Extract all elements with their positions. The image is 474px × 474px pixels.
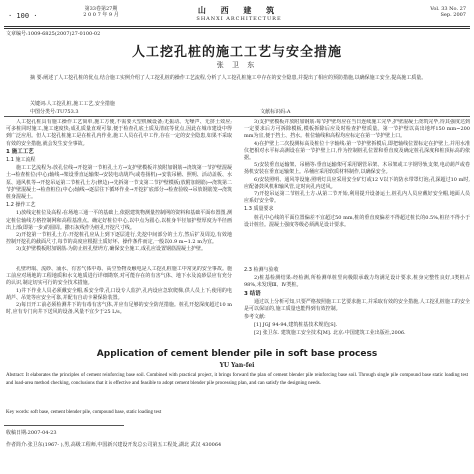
journal-date-cn: 2 0 0 7 年 9 月: [83, 12, 119, 18]
journal-date-en: Sep. 2007: [440, 12, 466, 18]
keywords-cn: 关键词:人工挖孔桩,施工工艺,安全措施: [30, 101, 115, 107]
paragraph: 通过以上分析可知,只要严格按照施工工艺要求施工,并采取有效的安全措施,人工挖孔桩施工的安全是可以保证的,施工质量也能得到有效控制。: [244, 298, 470, 313]
header-rule-thin: [4, 28, 470, 29]
english-abstract: Abstract: It elaborates the principles of cement reinforcing base soil. Combined with practical project, it brings forward the plan of cement blender pile reinforcing base soil. Through single pile compound base static loading test and load-area method checking, conclusions that it is effective and feasible to adopt cement blender pile processing plan, and can satisfy the designing needs.: [6, 373, 468, 386]
paragraph: 4)在护壁上二次投测标高及桩位十字轴线:第一节护壁拆模后,即把轴线位置标定在护壁上,并用水准仪把相对水平标高测设在第一节护壁上口,作为控制桩孔位置和垂直度及确定桩孔深度和桩顶标高的依据。: [244, 140, 470, 162]
journal-name-en: SHANXI ARCHITECTURE: [196, 16, 282, 22]
paragraph: 6)安装照明、通风等设施:照明灯具应采用安全矿灯或12 V以下的防水带罩灯泡;孔深超过10 m时,应配备鼓风机和输风管,定时向孔内送风。: [244, 176, 470, 190]
section-heading: 1 施工工艺: [6, 148, 34, 155]
section-heading: 1.2 操作工艺: [6, 202, 36, 209]
journal-name: [194, 5, 284, 22]
paragraph: 5)安装垂直运输架、吊桶等:垂直运输架可采用钢管吊架、木吊架或工字钢导轨支架,电动葫芦或卷扬机安装在垂直运输架上。吊桶应采用软质材料制作,以确保安全。: [244, 162, 470, 176]
body-column-left: [6, 119, 232, 262]
cn-class-code: 中图分类号:TU753.3: [30, 109, 79, 115]
body-column-right-lower: [244, 266, 470, 344]
paragraph: 3)支护壁模板并放附加钢筋:每节护壁均应在当日连续施工完毕,护壁混凝土浇筑完毕,待其强度达到一定要求后方可拆除模板,模板拆除后应及时检查护壁质量。第一节护壁以高出地坪150 mm~200 mm为宜,便于挡土、挡水。桩位轴线和高程均应标定在第一节护壁上口。: [244, 119, 470, 140]
english-keywords: Key words: soft base, cement blender pile, compound base, static loading test: [6, 410, 162, 415]
journal-volume-en: Vol. 33 No. 27: [430, 6, 466, 12]
english-author: YU Yan-fei: [219, 362, 255, 369]
english-title: Application of cement blender pile in soft base process: [96, 349, 378, 359]
document-code: 文献标识码:A: [260, 109, 291, 115]
paragraph: 2)桩基检测结果:经检测,所检测单桩竖向极限承载力均满足设计要求,桩身完整性良好,Ⅰ类桩占98%,未发现Ⅲ、Ⅳ类桩。: [244, 275, 470, 289]
paragraph: [1] JGJ 94-94,建筑桩基技术规范[S].: [254, 322, 338, 329]
journal-page: [4, 4, 470, 470]
classification: [30, 108, 450, 115]
body-column-left-lower: [6, 266, 232, 344]
abstract-cn: 摘 要:阐述了人工挖孔桩的优点,结合施工实例介绍了人工挖孔桩的操作工艺流程,分析了人工挖孔桩施工中存在的安全隐患,并提出了相应的预防措施,以确保施工安全,提高施工质量。: [30, 75, 427, 81]
article-author: 张 卫 东: [216, 61, 258, 69]
section-heading: 2.3 检测与验收: [244, 267, 279, 273]
paragraph: 2)每日开工前必须检测井下的有毒有害气体,并应有足够的安全防范措施。桩孔开挖深度超过10 m时,应有专门向井下送风的设备,风量不宜少于25 L/s。: [6, 302, 232, 316]
paragraph: 施工工艺流程为:放孔位线→开挖第一节桩孔土方→支护壁模板并放附加钢筋→浇筑第一节护壁混凝土→检查桩位(中心)轴线→架设垂直运输架→安装电动葫芦(或卷扬机)→安装吊桶、照明、活动盖板、水泵、通风机等→开挖吊运第二节桩孔土方(修边)→先拆第一节支第二节护壁模板(放附加钢筋)→浇筑第二节护壁混凝土→检查桩位(中心)轴线→逐层往下循环作业→开挖扩底部分→检查验收→吊放钢筋笼→浇筑桩身混凝土。: [6, 165, 232, 201]
journal-issue-cn: [66, 6, 136, 18]
body-column-right: [244, 119, 470, 262]
paragraph: 孔壁坍塌、流砂、涌水、有害气体中毒、高空坠物及触电是人工挖孔桩施工中常见的安全事故。施工前应对场地的工程地质和水文地质进行详细勘察,对可能存在的有害气体、地下水及流砂层应有充分的认识,制定切实可行的安全技术措施。: [6, 266, 232, 287]
header-rule: [4, 26, 470, 27]
article-title: 人工挖孔桩的施工工艺与安全措施: [131, 45, 342, 60]
abstract-rule: [4, 116, 470, 117]
author-bio: 作者简介:张卫东(1967- ),男,高级工程师,中国新兴建设开发总公司第五工程处,湖北 武汉 430064: [6, 442, 222, 448]
article-number: 文章编号:1009-6825(2007)27-0100-02: [6, 31, 101, 37]
paragraph: 桩孔中心线的平面位置偏差不宜超过50 mm,桩的垂直度偏差不得超过桩长的0.5%,桩径不得小于设计桩径。混凝土强度等级必须满足设计要求。: [244, 214, 470, 228]
footnote-rule: [4, 425, 124, 426]
section-heading: 3 结语: [244, 290, 261, 297]
page-number: · 100 ·: [8, 12, 38, 20]
running-header: [4, 4, 470, 28]
section-heading: 参考文献:: [244, 314, 266, 321]
paragraph: 人工挖孔桩具有施工操作工艺简单,施工方便,不需要大型机械设备;无振动、无噪声、无挤土效应;可多桩同时施工,施工速度快;成孔质量直观可靠,便于检查孔底土质及清底等优点,因此在城市建设中得到广泛应用。但人工挖孔桩施工是在桩孔内作业,施工人员在孔中工作,存在一定的安全隐患,如果不采取有效的安全措施,就会发生安全事故。: [6, 119, 232, 147]
paragraph: 7)开挖吊运第二节桩孔土方:从第二节开始,利用提升设备运土,桩孔内人员应戴好安全帽,地面人员应系好安全带。: [244, 191, 470, 205]
section-heading: 1.3 质量要求: [244, 206, 274, 213]
journal-volume-cn: 第33卷第27期: [84, 6, 118, 12]
paragraph: 1)放线定桩位及高程:在场地三通一平的基础上,依据建筑物测量控制网的资料和基础平面布置图,测定桩位轴线方格控制网和高程基准点。确定好桩位中心,以中点为圆心,以桩身半径加护壁厚度为半径画出上部(即第一步)的圆周。撒石灰线作为桩孔开挖尺寸线。: [6, 210, 232, 231]
section-heading: 1.1 施工流程: [6, 157, 36, 164]
journal-issue-en: [396, 6, 466, 18]
paragraph: 2)开挖第一节桩孔土方:开挖桩孔应从上到下逐层进行,先挖中间部分的土方,然后扩及周边,有效地控制开挖孔的截面尺寸,每节的高度应根据土质好坏、操作条件而定,一般以0.9 m~1.2 m为宜。: [6, 232, 232, 246]
paragraph: 3)支护壁模板附加钢筋:为防止桩孔壁坍方,确保安全施工,成孔应设置钢筋混凝土护壁。: [16, 246, 206, 253]
received-date: 收稿日期:2007-04-23: [6, 430, 57, 436]
paragraph: [2] 张卫东. 建筑施工安全技术[M]. 北京:中国建筑工业出版社,2006.: [254, 329, 406, 336]
paragraph: 1)井下作业人员必须戴安全帽,系安全带,孔口设专人监护,孔内设应急软爬梯,供人员上下;使用的电葫芦、吊笼等应安全可靠,并配有自动卡紧保险装置。: [6, 287, 232, 301]
journal-name-cn: 山 西 建 筑: [197, 5, 281, 15]
